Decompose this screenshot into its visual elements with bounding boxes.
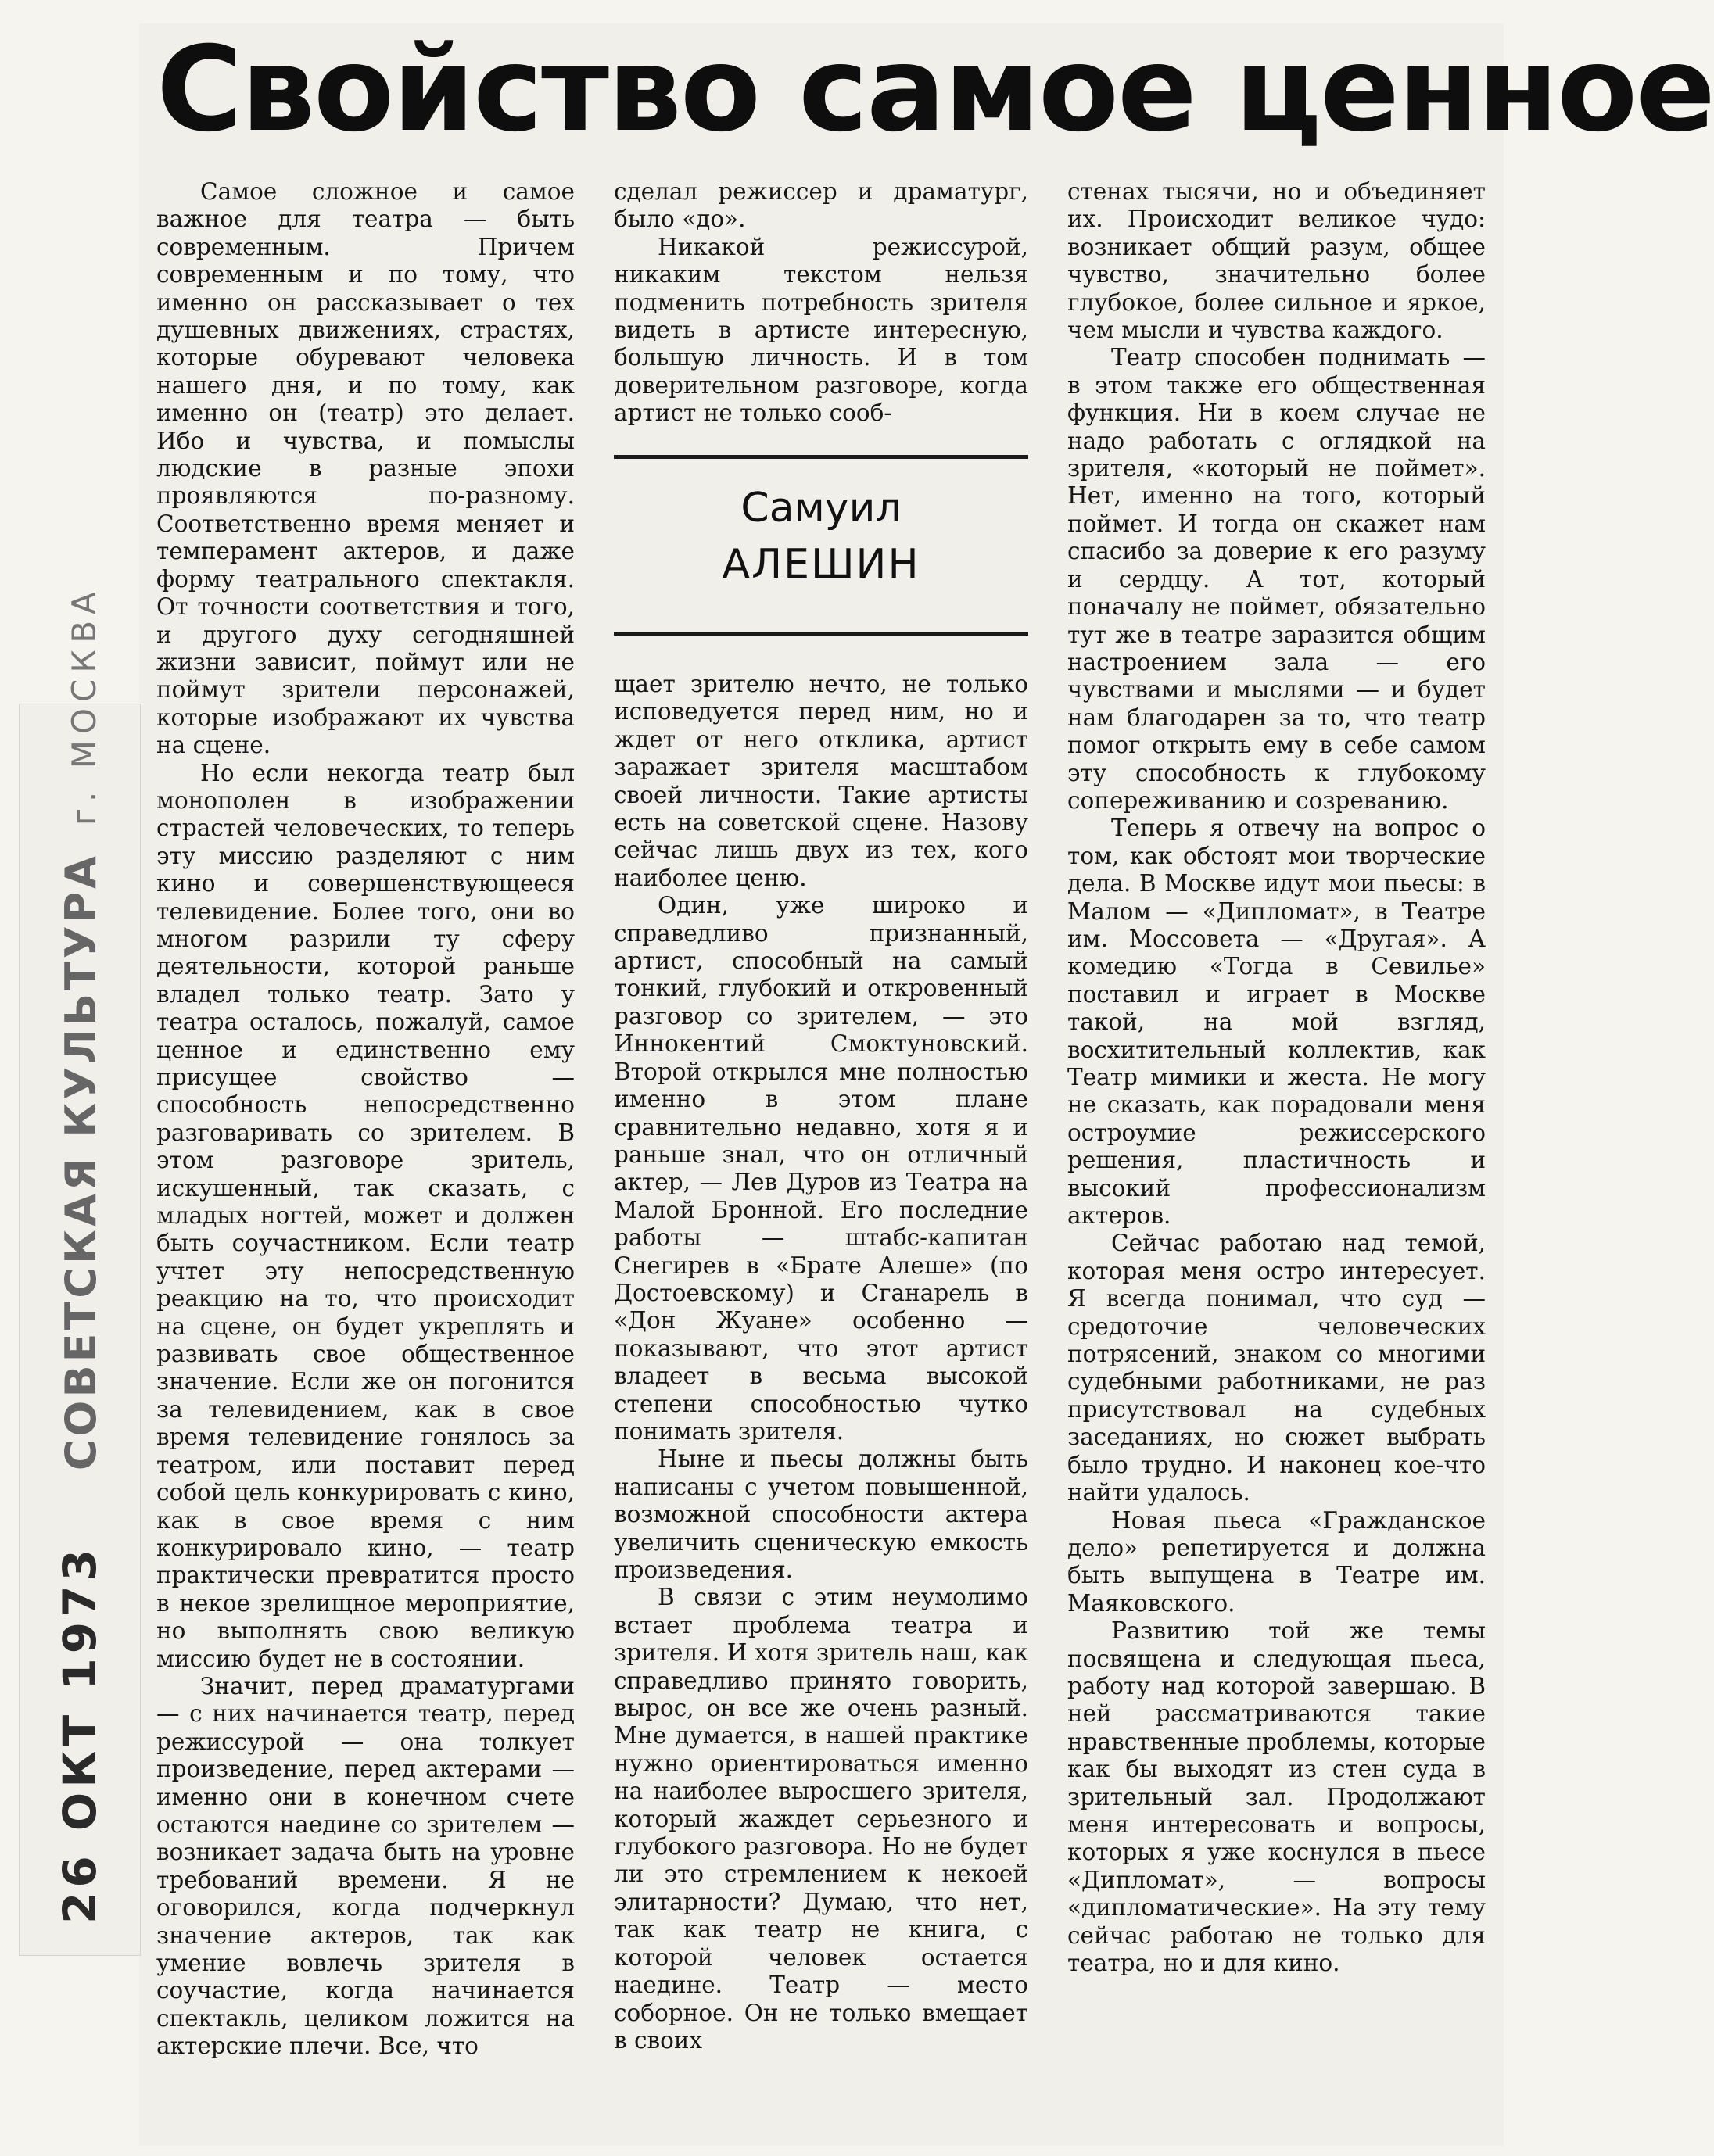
paragraph: Один, уже широко и справедливо признанный, артист, способный на самый тонкий, глубокий и откровенный разговор со зрителем, — это Иннокентий Смоктуновский. Второй открылся мне полностью именно в этом плане сравнительно недавно, хотя я и раньше знал, что он отличный актер, — Лев Дуров из Театра на Малой Бронной. Его последние работы — штабс-капитан Снегирев в «Брате Алеше» (по Достоевскому) и Сганарель в «Дон Жуане» особенно — показывают, что этот артист владеет в весьма высокой степени способностью чутко понимать зрителя.: [614, 892, 1028, 1445]
paragraph: Теперь я отвечу на вопрос о том, как обстоят мои творческие дела. В Москве идут мои пьесы: в Малом — «Дипломат», в Театре им. Моссовета — «Другая». А комедию «Тогда в Севилье» поставил и играет в Москве такой, на мой взгляд, восхитительный коллектив, как Театр мимики и жеста. Не могу не сказать, как порадовали меня остроумие режиссерского решения, пластичность и высокий профессионализм актеров.: [1067, 815, 1486, 1230]
byline-rule-top: [614, 455, 1028, 459]
paragraph: Ныне и пьесы должны быть написаны с учетом повышенной, возможной способности актера увеличить сценическую емкость произведения.: [614, 1445, 1028, 1583]
stamp-text: [53, 586, 106, 1924]
article-headline: Свойство самое ценное: [156, 22, 1714, 158]
column-3: [1067, 178, 1486, 1977]
column-1: [156, 178, 575, 2061]
paragraph: щает зрителю нечто, не только исповедуется перед ним, но и ждет от него отклика, артист заражает зрителя масштабом своей личности. Такие артисты есть на советской сцене. Назову сейчас лишь двух из тех, кого наиболее ценю.: [614, 671, 1028, 891]
paragraph: сделал режиссер и драматург, было «до».: [614, 178, 1028, 233]
stamp-city: г. МОСКВА: [65, 586, 103, 826]
archive-stamp: [19, 586, 141, 1956]
paragraph: Новая пьеса «Гражданское дело» репетируется и должна быть выпущена в Театре им. Маяковского.: [1067, 1506, 1486, 1617]
paragraph: В связи с этим неумолимо встает проблема театра и зрителя. И хотя зритель наш, как справедливо принято говорить, вырос, он все же очень разный. Мне думается, в нашей практике нужно ориентироваться именно на наиболее выросшего зрителя, который жаждет серьезного и глубокого разговора. Но не будет ли это стремлением к некоей элитарности? Думаю, что нет, так как театр не книга, с которой человек остается наедине. Театр — место соборное. Он не только вмещает в своих: [614, 1584, 1028, 2054]
stamp-date: 26 ОКТ 1973: [53, 1545, 106, 1924]
paragraph: Но если некогда театр был монополен в изображении страстей человеческих, то теперь эту миссию разделяют с ним кино и совершенствующееся телевидение. Более того, они во многом разрили ту сферу деятельности, которой раньше владел только театр. Зато у театра осталось, пожалуй, самое ценное и единственно ему присущее свойство — способность непосредственно разговаривать со зрителем. В этом разговоре зритель, искушенный, так сказать, с младых ногтей, может и должен быть соучастником. Если театр учтет эту непосредственную реакцию на то, что происходит на сцене, он будет укреплять и развивать свое общественное значение. Если же он погонится за телевидением, как в свое время телевидение гонялось за театром, или поставит перед собой цель конкурировать с кино, как в свое время с ним конкурировало кино, — театр практически превратится просто в некое зрелищное мероприятие, но выполнять свою великую миссию будет не в состоянии.: [156, 759, 575, 1672]
author-first-name: Самуил: [740, 485, 902, 532]
paragraph: Сейчас работаю над темой, которая меня остро интересует. Я всегда понимал, что суд — средоточие человеческих потрясений, знаком со многими судебными работниками, не раз присутствовал на судебных заседаниях, но сюжет выбрать было трудно. И наконец кое-что найти удалось.: [1067, 1230, 1486, 1506]
paragraph: Самое сложное и самое важное для театра — быть современным. Причем современным и по тому, что именно он рассказывает о тех душевных движениях, страстях, которые обуревают человека нашего дня, и по тому, как именно он (театр) это делает. Ибо и чувства, и помыслы людские в разные эпохи проявляются по-разному. Соответственно время меняет и темперамент актеров, и даже форму театрального спектакля. От точности соответствия и того, и другого духу сегодняшней жизни зависит, поймут или не поймут зрители персонажей, которые изображают их чувства на сцене.: [156, 178, 575, 759]
column-2-bottom: [614, 671, 1028, 2054]
paragraph: Развитию той же темы посвящена и следующая пьеса, работу над которой завершаю. В ней рассматриваются такие нравственные проблемы, которые как бы выходят из стен суда в зрительный зал. Продолжают меня интересовать и вопросы, которых я уже коснулся в пьесе «Дипломат», — вопросы «дипломатические». На эту тему сейчас работаю не только для театра, но и для кино.: [1067, 1617, 1486, 1976]
paragraph: Значит, перед драматургами — с них начинается театр, перед режиссурой — она толкует произведение, перед актерами — именно они в конечном счете остаются наедине со зрителем — возникает задача быть на уровне требований времени. Я не оговорился, когда подчеркнул значение актеров, так как умение вовлечь зрителя в соучастие, когда начинается спектакль, целиком ложится на актерские плечи. Все, что: [156, 1672, 575, 2060]
author-last-name: АЛЕШИН: [722, 541, 920, 588]
column-2-top: [614, 178, 1028, 428]
paragraph: стенах тысячи, но и объединяет их. Происходит великое чудо: возникает общий разум, общее чувство, значительно более глубокое, более сильное и яркое, чем мысли и чувства каждого.: [1067, 178, 1486, 344]
paragraph: Никакой режиссурой, никаким текстом нельзя подменить потребность зрителя видеть в артисте интересную, большую личность. И в том доверительном разговоре, когда артист не только сооб-: [614, 233, 1028, 427]
paragraph: Театр способен поднимать — в этом также его общественная функция. Ни в коем случае не надо работать с оглядкой на зрителя, «который не поймет». Нет, именно на того, который поймет. И тогда он скажет нам спасибо за доверие к его разуму и сердцу. А тот, который поначалу не поймет, обязательно тут же в театре заразится общим настроением зала — его чувствами и мыслями — и будет нам благодарен за то, что театр помог открыть ему в себе самом эту способность к глубокому сопереживанию и созреванию.: [1067, 344, 1486, 814]
byline-rule-bottom: [614, 632, 1028, 636]
stamp-newspaper: СОВЕТСКАЯ КУЛЬТУРА: [56, 853, 106, 1471]
